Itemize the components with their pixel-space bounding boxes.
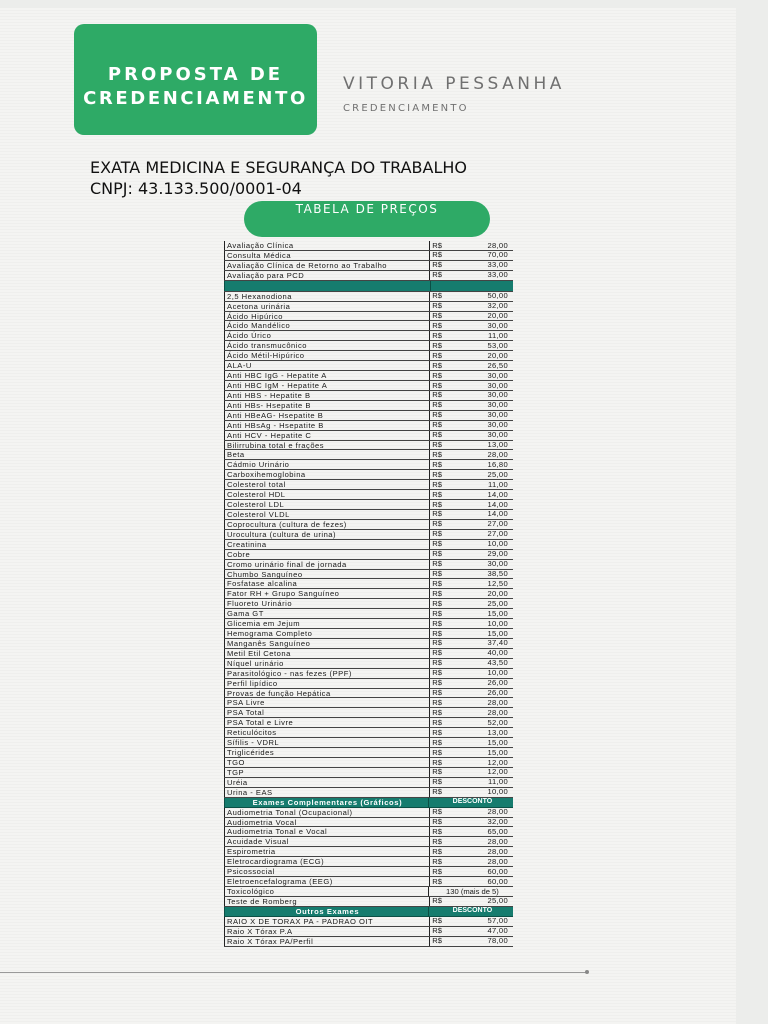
currency-label: R$ xyxy=(432,469,442,479)
exam-name: Reticulócitos xyxy=(224,728,430,737)
currency-label: R$ xyxy=(432,420,442,430)
currency-label: R$ xyxy=(432,330,442,340)
exam-name: Creatinina xyxy=(224,540,430,549)
exam-name: PSA Livre xyxy=(224,698,430,707)
currency-label: R$ xyxy=(432,856,442,866)
exam-price: 130 (mais de 5) xyxy=(446,886,499,896)
other-exams-header-row xyxy=(224,907,513,917)
exam-name: Audiometria Tonal e Vocal xyxy=(224,827,430,836)
currency-label: R$ xyxy=(432,430,442,440)
currency-label: R$ xyxy=(432,836,442,846)
exam-price: 12,00 xyxy=(487,767,508,777)
currency-label: R$ xyxy=(432,499,442,509)
currency-label: R$ xyxy=(432,757,442,767)
exam-name: Manganês Sanguíneo xyxy=(224,639,430,648)
exam-price: 28,00 xyxy=(487,240,508,250)
exam-price: 60,00 xyxy=(487,866,508,876)
exam-price: 25,00 xyxy=(487,598,508,608)
currency-label: R$ xyxy=(432,479,442,489)
exam-name: Urocultura (cultura de urina) xyxy=(224,530,430,539)
table-row xyxy=(224,659,513,669)
exam-name: Beta xyxy=(224,450,430,459)
currency-label: R$ xyxy=(432,380,442,390)
table-row xyxy=(224,431,513,441)
table-row xyxy=(224,728,513,738)
price-table-title xyxy=(244,201,490,237)
table-row xyxy=(224,788,513,798)
exam-price: 30,00 xyxy=(487,320,508,330)
exam-name: Cádmio Urinário xyxy=(224,460,430,469)
table-row xyxy=(224,450,513,460)
table-row xyxy=(224,391,513,401)
exam-name: Parasitológico - nas fezes (PPF) xyxy=(224,669,430,678)
exam-name: Ácido Mandélico xyxy=(224,321,430,330)
footer-divider xyxy=(0,972,588,973)
table-row xyxy=(224,421,513,431)
currency-label: R$ xyxy=(432,559,442,569)
currency-label: R$ xyxy=(432,440,442,450)
exam-name: Audiometria Tonal (Ocupacional) xyxy=(224,808,430,817)
exam-name: Anti HBsAg - Hsepatite B xyxy=(224,421,430,430)
currency-label: R$ xyxy=(432,668,442,678)
table-row xyxy=(224,738,513,748)
currency-label: R$ xyxy=(432,688,442,698)
currency-label: R$ xyxy=(432,717,442,727)
exam-price: 60,00 xyxy=(487,876,508,886)
exam-price: 10,00 xyxy=(487,668,508,678)
exam-price: 14,00 xyxy=(487,509,508,519)
exam-name: Sífilis - VDRL xyxy=(224,738,430,747)
table-row xyxy=(224,887,513,897)
currency-label: R$ xyxy=(432,777,442,787)
exam-name: Urina - EAS xyxy=(224,788,430,797)
currency-label: R$ xyxy=(432,340,442,350)
exam-price: 28,00 xyxy=(487,846,508,856)
exam-price: 20,00 xyxy=(487,588,508,598)
exam-price: 15,00 xyxy=(487,747,508,757)
exam-price: 40,00 xyxy=(487,648,508,658)
currency-label: R$ xyxy=(432,817,442,827)
exam-name: Coprocultura (cultura de fezes) xyxy=(224,520,430,529)
table-row xyxy=(224,292,513,302)
table-row xyxy=(224,241,513,251)
table-row xyxy=(224,371,513,381)
exam-name: Carboxihemoglobina xyxy=(224,470,430,479)
exam-price: 11,00 xyxy=(488,330,508,340)
exam-name: Fosfatase alcalina xyxy=(224,579,430,588)
separator-cell xyxy=(224,281,431,291)
table-row xyxy=(224,649,513,659)
exam-name: Fator RH + Grupo Sanguíneo xyxy=(224,589,430,598)
table-row xyxy=(224,251,513,261)
currency-label: R$ xyxy=(432,410,442,420)
currency-label: R$ xyxy=(432,926,442,936)
footer-divider-dot xyxy=(585,970,589,974)
currency-label: R$ xyxy=(432,549,442,559)
table-row xyxy=(224,331,513,341)
table-row xyxy=(224,629,513,639)
table-row xyxy=(224,480,513,490)
exam-price: 14,00 xyxy=(487,499,508,509)
exam-price: 32,00 xyxy=(487,301,508,311)
currency-label: R$ xyxy=(432,270,442,280)
exam-price: 57,00 xyxy=(487,916,508,926)
exam-name: Cromo urinário final de jornada xyxy=(224,560,430,569)
exam-name: PSA Total xyxy=(224,708,430,717)
exam-price: 10,00 xyxy=(487,539,508,549)
currency-label: R$ xyxy=(432,519,442,529)
currency-label: R$ xyxy=(432,767,442,777)
table-row xyxy=(224,361,513,371)
exam-name: Ácido transmucônico xyxy=(224,341,430,350)
exam-price: 27,00 xyxy=(487,519,508,529)
exam-name: Metil Etil Cetona xyxy=(224,649,430,658)
proposal-title-line1: PROPOSTA DE xyxy=(107,64,284,85)
table-row xyxy=(224,689,513,699)
exam-name: TGP xyxy=(224,768,430,777)
exam-price: 26,50 xyxy=(487,360,508,370)
currency-label: R$ xyxy=(432,240,442,250)
table-row xyxy=(224,271,513,281)
table-row xyxy=(224,847,513,857)
exam-name: Fluoreto Urinário xyxy=(224,599,430,608)
exam-price: 25,00 xyxy=(487,469,508,479)
currency-label: R$ xyxy=(432,896,442,906)
exam-name: Raio X Tórax P.A xyxy=(224,927,430,936)
exam-name: Ácido Úrico xyxy=(224,331,430,340)
company-cnpj: CNPJ: 43.133.500/0001-04 xyxy=(90,179,302,198)
discount-label: DESCONTO xyxy=(452,798,493,806)
table-row xyxy=(224,937,513,947)
table-row xyxy=(224,490,513,500)
currency-label: R$ xyxy=(432,489,442,499)
exam-price: 43,50 xyxy=(487,658,508,668)
currency-label: R$ xyxy=(432,578,442,588)
currency-label: R$ xyxy=(432,529,442,539)
proposal-title-line2: CREDENCIAMENTO xyxy=(83,88,308,109)
exam-name: Anti HBeAG- Hsepatite B xyxy=(224,411,430,420)
table-row xyxy=(224,718,513,728)
company-info xyxy=(90,157,467,199)
table-row xyxy=(224,540,513,550)
exam-price: 30,00 xyxy=(487,559,508,569)
exam-price: 28,00 xyxy=(487,856,508,866)
table-row xyxy=(224,609,513,619)
currency-label: R$ xyxy=(432,370,442,380)
currency-label: R$ xyxy=(432,301,442,311)
complementary-header-row xyxy=(224,798,513,808)
table-row xyxy=(224,441,513,451)
table-row xyxy=(224,619,513,629)
exam-name: 2,5 Hexanodiona xyxy=(224,292,430,301)
table-row xyxy=(224,401,513,411)
exam-price: 65,00 xyxy=(487,826,508,836)
exam-price: 52,00 xyxy=(487,717,508,727)
exam-name: TGO xyxy=(224,758,430,767)
exam-name: Toxicológico xyxy=(224,887,429,896)
exam-price: 28,00 xyxy=(487,836,508,846)
exam-price: 29,00 xyxy=(487,549,508,559)
exam-price: 26,00 xyxy=(487,678,508,688)
exam-name: Acetona urinária xyxy=(224,302,430,311)
currency-label: R$ xyxy=(432,737,442,747)
currency-label: R$ xyxy=(432,449,442,459)
exam-price: 53,00 xyxy=(487,340,508,350)
proposal-title-box xyxy=(74,24,317,135)
table-row xyxy=(224,748,513,758)
exam-price: 20,00 xyxy=(487,311,508,321)
exam-name: Perfil lipídico xyxy=(224,679,430,688)
table-row xyxy=(224,261,513,271)
currency-label: R$ xyxy=(432,628,442,638)
currency-label: R$ xyxy=(432,846,442,856)
table-row xyxy=(224,897,513,907)
exam-name: Provas de função Hepática xyxy=(224,689,430,698)
table-row xyxy=(224,570,513,580)
exam-price: 33,00 xyxy=(487,260,508,270)
currency-label: R$ xyxy=(432,291,442,301)
exam-name: Bilirrubina total e frações xyxy=(224,441,430,450)
exam-name: Níquel urinário xyxy=(224,659,430,668)
currency-label: R$ xyxy=(432,638,442,648)
currency-label: R$ xyxy=(432,936,442,946)
exam-name: RAIO X DE TORAX PA - PADRAO OIT xyxy=(224,917,430,926)
exam-price: 38,50 xyxy=(487,569,508,579)
table-row xyxy=(224,808,513,818)
exam-name: ALA-U xyxy=(224,361,430,370)
exam-price: 78,00 xyxy=(487,936,508,946)
table-row xyxy=(224,818,513,828)
price-table-title-text: TABELA DE PREÇOS xyxy=(295,202,439,216)
currency-label: R$ xyxy=(432,727,442,737)
currency-label: R$ xyxy=(432,618,442,628)
currency-label: R$ xyxy=(432,826,442,836)
currency-label: R$ xyxy=(432,250,442,260)
table-row xyxy=(224,679,513,689)
exam-price: 15,00 xyxy=(487,608,508,618)
exam-name: Teste de Romberg xyxy=(224,897,430,906)
exam-name: Avaliação para PCD xyxy=(224,271,430,280)
table-row xyxy=(224,530,513,540)
currency-label: R$ xyxy=(432,608,442,618)
exam-name: Colesterol HDL xyxy=(224,490,430,499)
currency-label: R$ xyxy=(432,916,442,926)
exam-name: Audiometria Vocal xyxy=(224,818,430,827)
author-subtitle: CREDENCIAMENTO xyxy=(343,103,469,114)
exam-price: 33,00 xyxy=(487,270,508,280)
exam-price: 50,00 xyxy=(487,291,508,301)
exam-price: 10,00 xyxy=(487,787,508,797)
currency-label: R$ xyxy=(432,400,442,410)
table-row xyxy=(224,837,513,847)
exam-name: Ácido Métil-Hipúrico xyxy=(224,351,430,360)
exam-name: Hemograma Completo xyxy=(224,629,430,638)
exam-price: 28,00 xyxy=(487,707,508,717)
table-row xyxy=(224,917,513,927)
section-title: Exames Complementares (Gráficos) xyxy=(224,798,429,807)
exam-price: 13,00 xyxy=(487,727,508,737)
exam-price: 28,00 xyxy=(487,698,508,707)
currency-label: R$ xyxy=(432,866,442,876)
currency-label: R$ xyxy=(432,509,442,519)
exam-price: 30,00 xyxy=(487,370,508,380)
table-row xyxy=(224,927,513,937)
exam-name: Consulta Médica xyxy=(224,251,430,260)
exam-price: 32,00 xyxy=(487,817,508,827)
table-row xyxy=(224,639,513,649)
table-row xyxy=(224,768,513,778)
price-table xyxy=(224,241,513,947)
exam-price: 10,00 xyxy=(487,618,508,628)
exam-price: 30,00 xyxy=(487,410,508,420)
exam-price: 28,00 xyxy=(487,807,508,817)
exam-name: Anti HCV - Hepatite C xyxy=(224,431,430,440)
table-row xyxy=(224,698,513,708)
exam-price: 47,00 xyxy=(487,926,508,936)
table-row xyxy=(224,877,513,887)
currency-label: R$ xyxy=(432,707,442,717)
exam-price: 30,00 xyxy=(487,420,508,430)
section-title: Outros Exames xyxy=(224,907,429,916)
table-row xyxy=(224,381,513,391)
table-row xyxy=(224,460,513,470)
table-row xyxy=(224,341,513,351)
exam-price: 12,00 xyxy=(487,757,508,767)
exam-price: 30,00 xyxy=(487,400,508,410)
exam-price: 20,00 xyxy=(487,350,508,360)
table-row xyxy=(224,867,513,877)
table-row xyxy=(224,411,513,421)
exam-price: 14,00 xyxy=(487,489,508,499)
exam-name: Anti HBS - Hepatite B xyxy=(224,391,430,400)
table-row xyxy=(224,500,513,510)
currency-label: R$ xyxy=(432,658,442,668)
exam-price: 26,00 xyxy=(487,688,508,698)
table-row xyxy=(224,758,513,768)
exam-price: 12,50 xyxy=(487,578,508,588)
exam-name: Anti HBs- Hsepatite B xyxy=(224,401,430,410)
currency-label: R$ xyxy=(432,350,442,360)
table-row xyxy=(224,778,513,788)
exam-price: 70,00 xyxy=(487,250,508,260)
currency-label: R$ xyxy=(432,569,442,579)
exam-name: Triglicérides xyxy=(224,748,430,757)
table-row xyxy=(224,520,513,530)
exam-name: Raio X Tórax PA/Perfil xyxy=(224,937,430,946)
exam-price: 30,00 xyxy=(487,380,508,390)
exam-name: Colesterol VLDL xyxy=(224,510,430,519)
discount-label: DESCONTO xyxy=(452,907,493,915)
table-row xyxy=(224,560,513,570)
table-row xyxy=(224,510,513,520)
exam-name: Colesterol total xyxy=(224,480,430,489)
table-row xyxy=(224,827,513,837)
section-separator xyxy=(224,281,513,292)
exam-name: Colesterol LDL xyxy=(224,500,430,509)
table-row xyxy=(224,302,513,312)
table-row xyxy=(224,321,513,331)
exam-name: Gama GT xyxy=(224,609,430,618)
exam-name: Acuidade Visual xyxy=(224,837,430,846)
table-row xyxy=(224,589,513,599)
currency-label: R$ xyxy=(432,539,442,549)
currency-label: R$ xyxy=(432,747,442,757)
exam-name: Uréia xyxy=(224,778,430,787)
currency-label: R$ xyxy=(432,311,442,321)
author-name: VITORIA PESSANHA xyxy=(343,74,565,94)
currency-label: R$ xyxy=(432,678,442,688)
exam-name: Anti HBC IgG - Hepatite A xyxy=(224,371,430,380)
exam-name: Avaliação Clínica xyxy=(224,241,430,250)
exam-name: Cobre xyxy=(224,550,430,559)
exam-name: PSA Total e Livre xyxy=(224,718,430,727)
currency-label: R$ xyxy=(432,787,442,797)
currency-label: R$ xyxy=(432,648,442,658)
exam-price: 37,40 xyxy=(487,638,508,648)
currency-label: R$ xyxy=(432,876,442,886)
table-row xyxy=(224,599,513,609)
table-row xyxy=(224,708,513,718)
exam-name: Anti HBC IgM - Hepatite A xyxy=(224,381,430,390)
currency-label: R$ xyxy=(432,360,442,370)
currency-label: R$ xyxy=(432,459,442,469)
table-row xyxy=(224,669,513,679)
currency-label: R$ xyxy=(432,320,442,330)
exam-price: 13,00 xyxy=(487,440,508,450)
currency-label: R$ xyxy=(432,807,442,817)
exam-name: Avaliação Clínica de Retorno ao Trabalho xyxy=(224,261,430,270)
exam-price: 11,00 xyxy=(488,479,508,489)
exam-price: 15,00 xyxy=(487,628,508,638)
exam-price: 30,00 xyxy=(487,390,508,400)
table-row xyxy=(224,351,513,361)
exam-price: 30,00 xyxy=(487,430,508,440)
currency-label: R$ xyxy=(432,260,442,270)
exam-price: 25,00 xyxy=(487,896,508,906)
currency-label: R$ xyxy=(432,588,442,598)
exam-name: Glicemia em Jejum xyxy=(224,619,430,628)
currency-label: R$ xyxy=(432,598,442,608)
exam-name: Psicossocial xyxy=(224,867,430,876)
exam-price: 16,80 xyxy=(487,459,508,469)
exam-name: Ácido Hipúrico xyxy=(224,312,430,321)
exam-price: 11,00 xyxy=(488,777,508,787)
exam-name: Eletroencefalograma (EEG) xyxy=(224,877,430,886)
exam-price: 15,00 xyxy=(487,737,508,747)
table-row xyxy=(224,550,513,560)
currency-label: R$ xyxy=(432,390,442,400)
table-row xyxy=(224,312,513,322)
exam-name: Espirometria xyxy=(224,847,430,856)
currency-label: R$ xyxy=(432,698,442,707)
exam-name: Eletrocardiograma (ECG) xyxy=(224,857,430,866)
exam-price: 28,00 xyxy=(487,449,508,459)
exam-price: 27,00 xyxy=(487,529,508,539)
table-row xyxy=(224,857,513,867)
table-row xyxy=(224,579,513,589)
exam-name: Chumbo Sanguíneo xyxy=(224,570,430,579)
company-name: EXATA MEDICINA E SEGURANÇA DO TRABALHO xyxy=(90,158,467,177)
table-row xyxy=(224,470,513,480)
